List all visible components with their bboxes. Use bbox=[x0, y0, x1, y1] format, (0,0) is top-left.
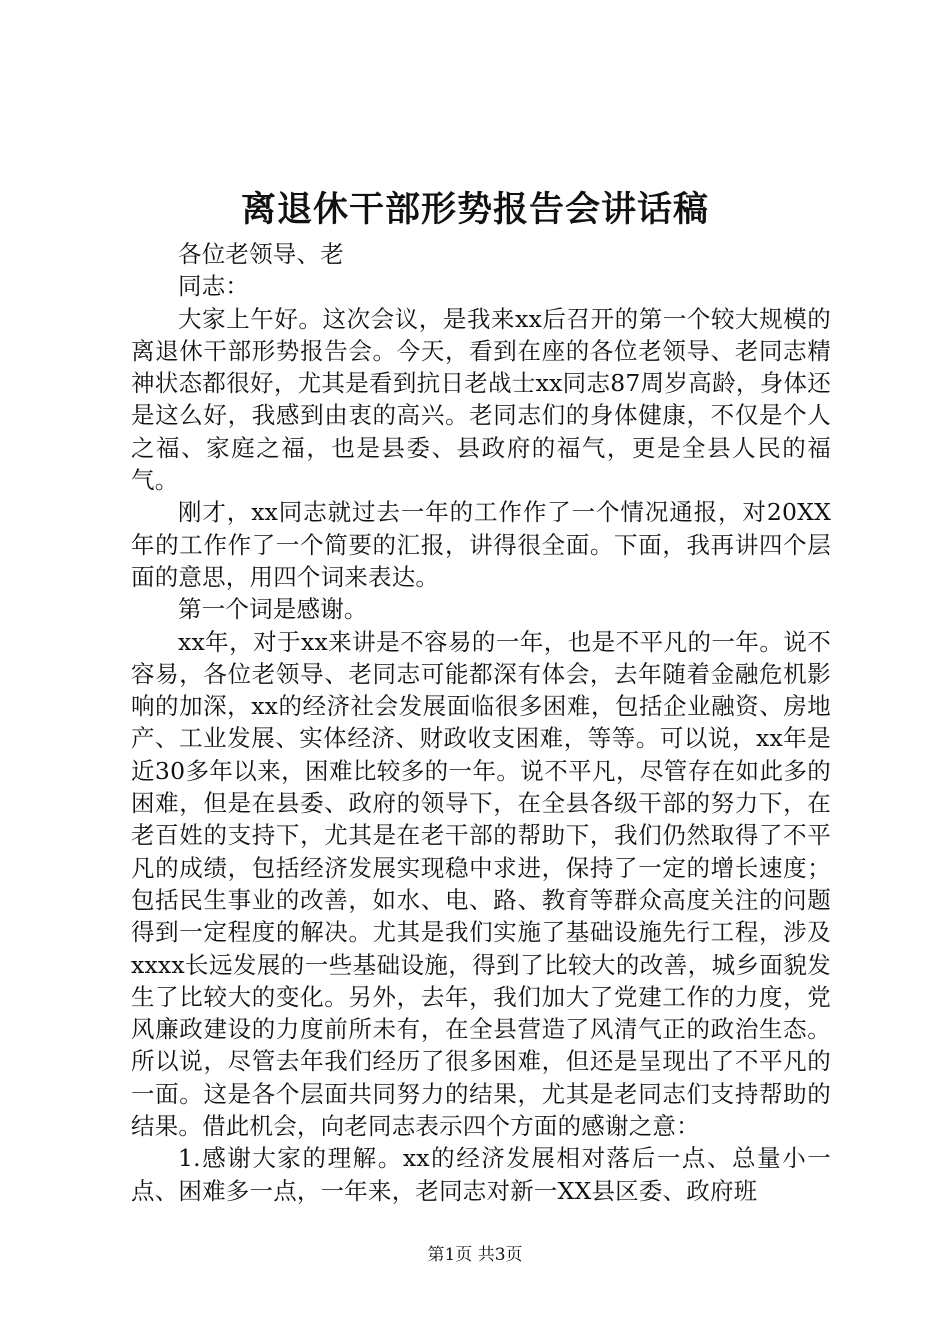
paragraph-salutation-2: 同志： bbox=[178, 272, 250, 301]
paragraph-thanks-1: 1.感谢大家的理解。xx的经济发展相对落后一点、总量小一点、困难多一点，一年来，老同志对新一XX县区委、政府班 bbox=[131, 1144, 831, 1205]
document-title: 离退休干部形势报告会讲话稿 bbox=[240, 189, 709, 230]
paragraph-year-review: xx年，对于xx来讲是不容易的一年，也是不平凡的一年。说不容易，各位老领导、老同志可能都深有体会，去年随着金融危机影响的加深，xx的经济社会发展面临很多困难，包括企业融资、房地产、工业发展、实体经济、财政收支困难，等等。可以说，xx年是近30多年以来，困难比较多的一年。说不平凡，尽管存在如此多的困难，但是在县委、政府的领导下，在全县各级干部的努力下，在老百姓的支持下，尤其是在老干部的帮助下，我们仍然取得了不平凡的成绩，包括经济发展实现稳中求进，保持了一定的增长速度；包括民生事业的改善，如水、电、路、教育等群众高度关注的问题得到一定程度的解决。尤其是我们实施了基础设施先行工程，涉及xxxx长远发展的一些基础设施，得到了比较大的改善，城乡面貌发生了比较大的变化。另外，去年，我们加大了党建工作的力度，党风廉政建设的力度前所未有，在全县营造了风清气正的政治生态。所以说，尽管去年我们经历了很多困难，但还是呈现出了不平凡的一面。这是各个层面共同努力的结果，尤其是老同志们支持帮助的结果。借此机会，向老同志表示四个方面的感谢之意： bbox=[131, 627, 831, 1141]
paragraph-greeting: 大家上午好。这次会议，是我来xx后召开的第一个较大规模的离退休干部形势报告会。今天，看到在座的各位老领导、老同志精神状态都很好，尤其是看到抗日老战士xx同志87周岁高龄，身体还是这么好，我感到由衷的高兴。老同志们的身体健康，不仅是个人之福、家庭之福，也是县委、县政府的福气，更是全县人民的福气。 bbox=[131, 304, 831, 495]
paragraph-first-word: 第一个词是感谢。 bbox=[178, 595, 368, 624]
document-body bbox=[131, 238, 831, 1207]
page-footer: 第1页 共3页 bbox=[427, 1245, 523, 1265]
paragraph-report-summary: 刚才，xx同志就过去一年的工作作了一个情况通报，对20XX年的工作作了一个简要的汇报，讲得很全面。下面，我再讲四个层面的意思，用四个词来表达。 bbox=[131, 498, 831, 591]
paragraph-salutation-1: 各位老领导、老 bbox=[178, 240, 344, 268]
